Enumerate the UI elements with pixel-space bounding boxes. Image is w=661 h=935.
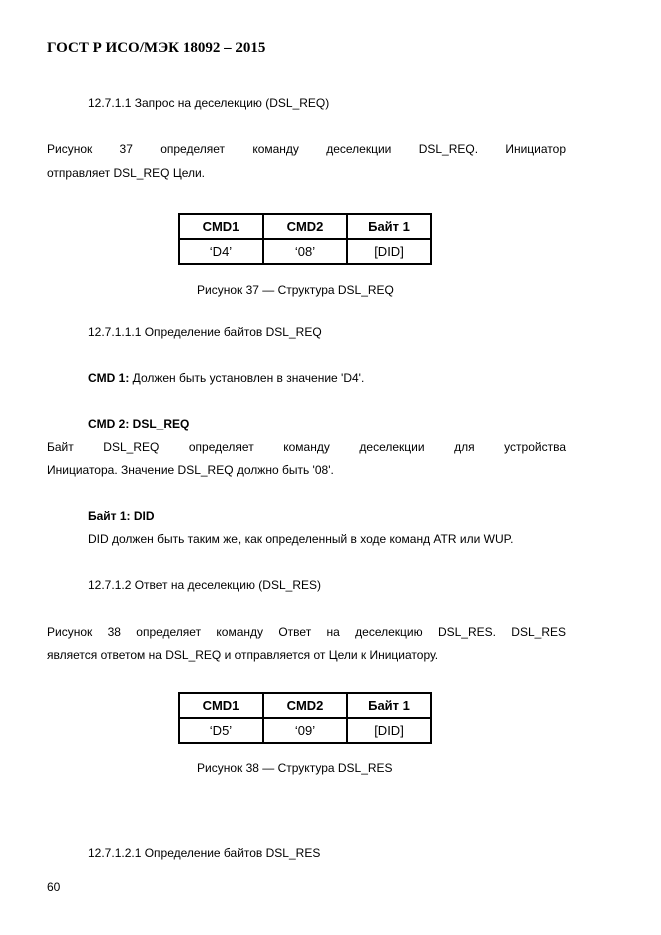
paragraph-line: Байт DSL_REQ определяет команду деселекции для устройства xyxy=(47,440,566,454)
byte1-label: Байт 1: DID xyxy=(88,509,155,523)
table-cell: [DID] xyxy=(347,239,431,264)
section-heading-dsl-res: 12.7.1.2 Ответ на деселекцию (DSL_RES) xyxy=(88,578,321,592)
paragraph-line: отправляет DSL_REQ Цели. xyxy=(47,166,206,180)
document-header: ГОСТ Р ИСО/МЭК 18092 – 2015 xyxy=(47,40,266,56)
paragraph-line: Инициатора. Значение DSL_REQ должно быть '08'. xyxy=(47,463,334,477)
figure-38-caption: Рисунок 38 — Структура DSL_RES xyxy=(197,761,393,775)
table-header-cell: CMD2 xyxy=(263,214,347,239)
cmd1-definition xyxy=(88,371,364,385)
cmd2-label: CMD 2: DSL_REQ xyxy=(88,417,190,431)
table-cell: ‘08’ xyxy=(263,239,347,264)
cmd1-label: CMD 1: xyxy=(88,371,130,385)
table-cell: [DID] xyxy=(347,718,431,743)
table-header-cell: CMD1 xyxy=(179,693,263,718)
paragraph-line: Рисунок 38 определяет команду Ответ на деселекцию DSL_RES. DSL_RES xyxy=(47,625,566,639)
figure-37-caption: Рисунок 37 — Структура DSL_REQ xyxy=(197,283,394,297)
page-number: 60 xyxy=(47,880,61,894)
table-header-cell: CMD1 xyxy=(179,214,263,239)
section-heading-dsl-res-bytes: 12.7.1.2.1 Определение байтов DSL_RES xyxy=(88,846,321,860)
byte1-text: DID должен быть таким же, как определенный в ходе команд ATR или WUP. xyxy=(88,532,514,546)
figure-37-table xyxy=(178,213,432,265)
table-cell: ‘09’ xyxy=(263,718,347,743)
paragraph-line: является ответом на DSL_REQ и отправляется от Цели к Инициатору. xyxy=(47,648,439,662)
table-header-cell: CMD2 xyxy=(263,693,347,718)
figure-38-table xyxy=(178,692,432,744)
table-header-cell: Байт 1 xyxy=(347,693,431,718)
paragraph-line: Рисунок 37 определяет команду деселекции DSL_REQ. Инициатор xyxy=(47,142,566,156)
table-header-cell: Байт 1 xyxy=(347,214,431,239)
table-cell: ‘D4’ xyxy=(179,239,263,264)
section-heading-dsl-req-bytes: 12.7.1.1.1 Определение байтов DSL_REQ xyxy=(88,325,322,339)
table-cell: ‘D5’ xyxy=(179,718,263,743)
section-heading-dsl-req: 12.7.1.1 Запрос на деселекцию (DSL_REQ) xyxy=(88,96,330,110)
cmd1-text: Должен быть установлен в значение 'D4'. xyxy=(129,371,365,385)
